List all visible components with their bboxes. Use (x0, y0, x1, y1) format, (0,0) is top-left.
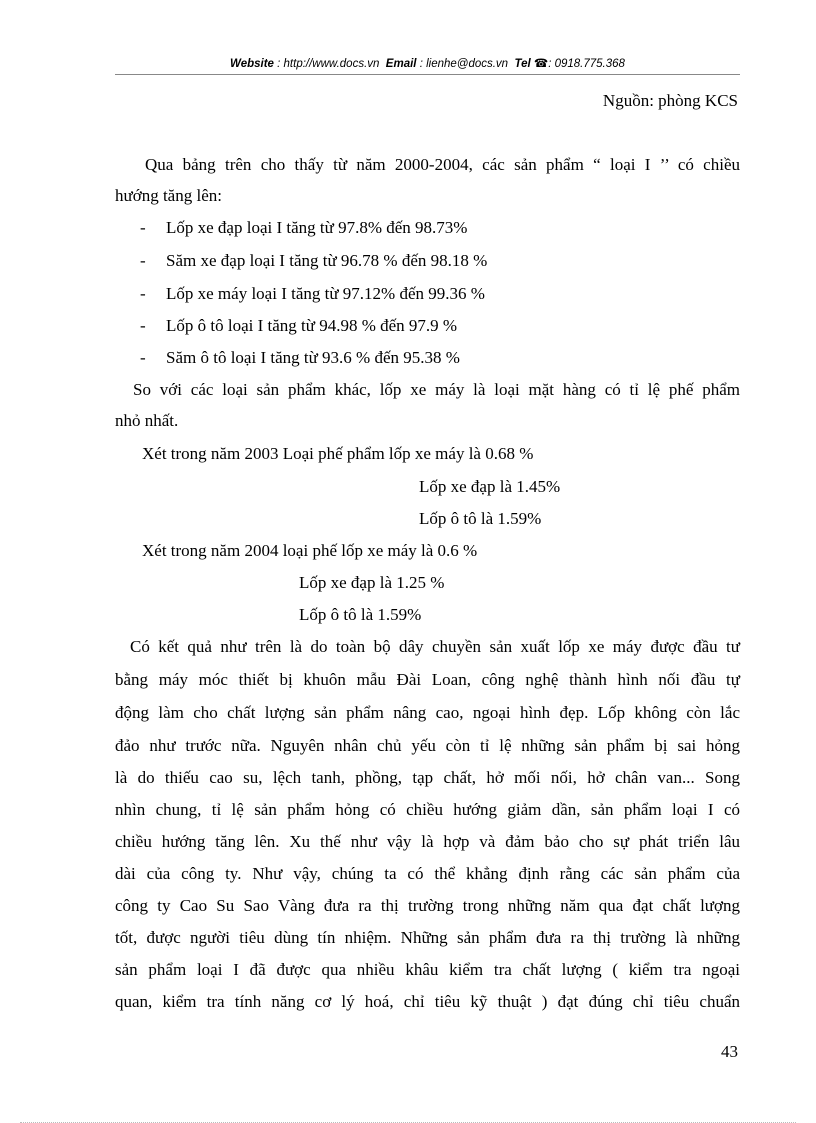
website-label: Website (230, 58, 274, 70)
paragraph-line: tốt, được người tiêu dùng tín nhiệm. Những sản phẩm đưa ra thị trường là những (115, 928, 740, 947)
paragraph-line: nhìn chung, tỉ lệ sản phẩm hỏng có chiều hướng giảm dần, sản phẩm loại I có (115, 800, 740, 819)
tel-value: : 0918.775.368 (548, 58, 625, 70)
y2004-line-3: Lốp ô tô là 1.59% (299, 605, 422, 624)
intro-line-2: hướng tăng lên: (115, 186, 222, 205)
intro-line-1: Qua bảng trên cho thấy từ năm 2000-2004, các sản phẩm “ loại I ’’ có chiều (145, 155, 740, 174)
header-divider (115, 74, 740, 75)
list-item: - Lốp xe máy loại I tăng từ 97.12% đến 99.36 % (140, 284, 485, 303)
y2003-line-1: Xét trong năm 2003 Loại phế phẩm lốp xe máy là 0.68 % (142, 444, 534, 463)
website-value: : http://www.docs.vn (277, 58, 380, 70)
list-item: - Săm xe đạp loại I tăng từ 96.78 % đến 98.18 % (140, 251, 488, 270)
paragraph-line: đảo như trước nữa. Nguyên nhân chủ yếu còn tỉ lệ những sản phẩm bị sai hỏng (115, 736, 740, 755)
page-header (115, 56, 740, 70)
page-number: 43 (721, 1042, 738, 1061)
paragraph-line: bằng máy móc thiết bị khuôn mẫu Đài Loan, công nghệ thành hình nối đầu tự (115, 670, 740, 689)
y2004-line-2: Lốp xe đạp là 1.25 % (299, 573, 445, 592)
list-item: - Săm ô tô loại I tăng từ 93.6 % đến 95.38 % (140, 348, 460, 367)
y2003-line-3: Lốp ô tô là 1.59% (419, 509, 542, 528)
compare-line-1: So với các loại sản phẩm khác, lốp xe máy là loại mặt hàng có tỉ lệ phế phẩm (133, 380, 740, 399)
paragraph-line: động làm cho chất lượng sản phẩm nâng cao, ngoại hình đẹp. Lốp không còn lắc (115, 703, 740, 722)
phone-icon: ☎ (533, 58, 549, 70)
tel-label: Tel (514, 58, 531, 70)
paragraph-line: Có kết quả như trên là do toàn bộ dây chuyền sản xuất lốp xe máy được đầu tư (130, 637, 740, 656)
paragraph-line: dài của công ty. Như vậy, chúng ta có thể khẳng định rằng các sản phẩm của (115, 864, 740, 883)
list-item: - Lốp ô tô loại I tăng từ 94.98 % đến 97.9 % (140, 316, 458, 335)
source-note: Nguồn: phòng KCS (602, 91, 738, 110)
paragraph-line: quan, kiểm tra tính năng cơ lý hoá, chỉ tiêu kỹ thuật ) đạt đúng chỉ tiêu chuẩn (115, 992, 740, 1011)
paragraph-line: công ty Cao Su Sao Vàng đưa ra thị trường trong những năm qua đạt chất lượng (115, 896, 740, 915)
email-label: Email (385, 58, 417, 70)
y2003-line-2: Lốp xe đạp là 1.45% (419, 477, 561, 496)
list-item: - Lốp xe đạp loại I tăng từ 97.8% đến 98.73% (140, 218, 468, 237)
y2004-line-1: Xét trong năm 2004 loại phế lốp xe máy là 0.6 % (142, 541, 478, 560)
paragraph-line: chiều hướng tăng lên. Xu thế như vậy là hợp và đảm bảo cho sự phát triển lâu (115, 832, 740, 851)
compare-line-2: nhỏ nhất. (115, 411, 179, 430)
email-value: : lienhe@docs.vn (419, 58, 509, 70)
paragraph-line: sản phẩm loại I đã được qua nhiều khâu kiểm tra chất lượng ( kiểm tra ngoại (115, 960, 740, 979)
paragraph-line: là do thiếu cao su, lệch tanh, phồng, tạp chất, hở mối nối, hở chân van... Song (115, 768, 740, 787)
